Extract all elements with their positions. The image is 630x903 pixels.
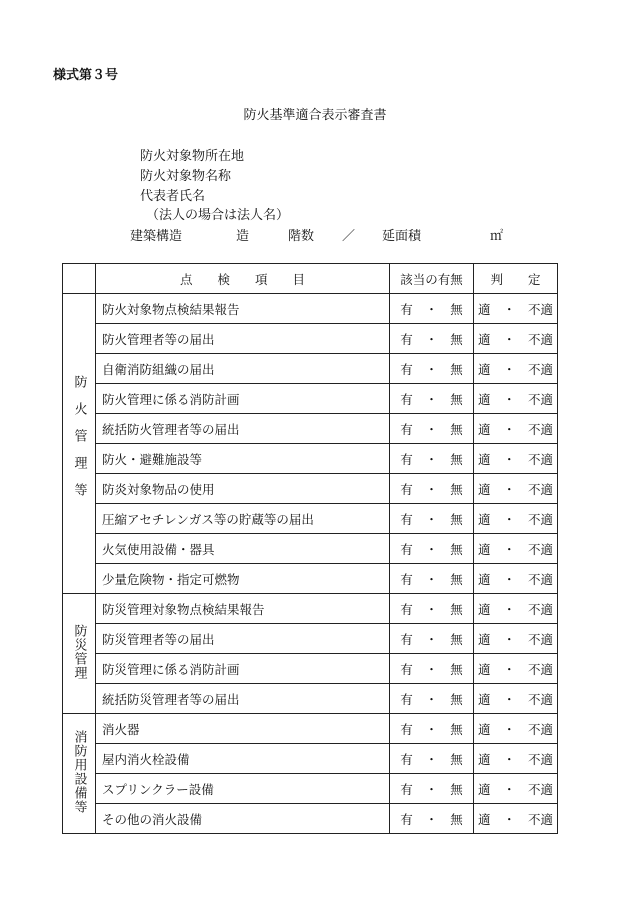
name-label: 防火対象物名称 <box>140 169 232 184</box>
table-row <box>63 654 558 684</box>
inspection-table <box>62 263 558 834</box>
table-row <box>63 534 558 564</box>
judge-cell: 適 ・ 不適 <box>474 654 558 684</box>
judge-cell: 適 ・ 不適 <box>474 474 558 504</box>
location-label: 防火対象物所在地 <box>140 149 245 164</box>
yn-cell: 有 ・ 無 <box>390 534 474 564</box>
table-header-row <box>63 264 558 294</box>
table-row <box>63 504 558 534</box>
judge-cell: 適 ・ 不適 <box>474 294 558 324</box>
form-number: 様式第３号 <box>53 68 119 83</box>
inspection-item: その他の消火設備 <box>96 804 390 834</box>
header-yn: 該当の有無 <box>390 264 474 294</box>
yn-cell: 有 ・ 無 <box>390 414 474 444</box>
header-judge: 判 定 <box>474 264 558 294</box>
inspection-item: 少量危険物・指定可燃物 <box>96 564 390 594</box>
slash-separator: ／ <box>342 229 356 244</box>
inspection-item: 防災管理に係る消防計画 <box>96 654 390 684</box>
yn-cell: 有 ・ 無 <box>390 594 474 624</box>
judge-cell: 適 ・ 不適 <box>474 324 558 354</box>
yn-cell: 有 ・ 無 <box>390 504 474 534</box>
yn-cell: 有 ・ 無 <box>390 684 474 714</box>
header-category <box>63 264 96 294</box>
table-row <box>63 414 558 444</box>
yn-cell: 有 ・ 無 <box>390 774 474 804</box>
category-cell <box>63 294 96 594</box>
inspection-item: 防火管理に係る消防計画 <box>96 384 390 414</box>
judge-cell: 適 ・ 不適 <box>474 744 558 774</box>
inspection-item: 防炎対象物品の使用 <box>96 474 390 504</box>
floors-label: 階数 <box>288 229 315 244</box>
table-row <box>63 684 558 714</box>
judge-cell: 適 ・ 不適 <box>474 444 558 474</box>
judge-cell: 適 ・ 不適 <box>474 414 558 444</box>
yn-cell: 有 ・ 無 <box>390 474 474 504</box>
judge-cell: 適 ・ 不適 <box>474 504 558 534</box>
yn-cell: 有 ・ 無 <box>390 354 474 384</box>
inspection-item: 火気使用設備・器具 <box>96 534 390 564</box>
judge-cell: 適 ・ 不適 <box>474 594 558 624</box>
yn-cell: 有 ・ 無 <box>390 444 474 474</box>
table-row <box>63 714 558 744</box>
table-row <box>63 774 558 804</box>
table-row <box>63 594 558 624</box>
structure-label: 建築構造 <box>130 229 183 244</box>
judge-cell: 適 ・ 不適 <box>474 804 558 834</box>
table-row <box>63 564 558 594</box>
inspection-item: 防災管理者等の届出 <box>96 624 390 654</box>
category-label: 防火管理等 <box>71 374 87 510</box>
inspection-item: 防火対象物点検結果報告 <box>96 294 390 324</box>
category-cell <box>63 594 96 714</box>
inspection-item: 防火・避難施設等 <box>96 444 390 474</box>
judge-cell: 適 ・ 不適 <box>474 774 558 804</box>
yn-cell: 有 ・ 無 <box>390 654 474 684</box>
table-row <box>63 624 558 654</box>
yn-cell: 有 ・ 無 <box>390 564 474 594</box>
yn-cell: 有 ・ 無 <box>390 324 474 354</box>
judge-cell: 適 ・ 不適 <box>474 354 558 384</box>
inspection-item: 統括防火管理者等の届出 <box>96 414 390 444</box>
judge-cell: 適 ・ 不適 <box>474 534 558 564</box>
yn-cell: 有 ・ 無 <box>390 714 474 744</box>
structure-zo-label: 造 <box>236 229 250 244</box>
inspection-item: 防災管理対象物点検結果報告 <box>96 594 390 624</box>
category-cell <box>63 714 96 834</box>
category-label: 防災管理 <box>71 624 87 680</box>
judge-cell: 適 ・ 不適 <box>474 624 558 654</box>
yn-cell: 有 ・ 無 <box>390 744 474 774</box>
judge-cell: 適 ・ 不適 <box>474 384 558 414</box>
table-row <box>63 354 558 384</box>
table-row <box>63 744 558 774</box>
table-row <box>63 324 558 354</box>
table-row <box>63 384 558 414</box>
inspection-item: 防火管理者等の届出 <box>96 324 390 354</box>
corporate-note: （法人の場合は法人名） <box>146 208 290 223</box>
category-label: 消防用設備等 <box>71 730 87 814</box>
yn-cell: 有 ・ 無 <box>390 624 474 654</box>
table-row <box>63 444 558 474</box>
representative-label: 代表者氏名 <box>140 189 206 204</box>
judge-cell: 適 ・ 不適 <box>474 714 558 744</box>
table-row <box>63 474 558 504</box>
area-unit: ㎡ <box>490 229 504 244</box>
inspection-item: 消火器 <box>96 714 390 744</box>
yn-cell: 有 ・ 無 <box>390 804 474 834</box>
inspection-item: 自衛消防組織の届出 <box>96 354 390 384</box>
table-row <box>63 294 558 324</box>
inspection-item: 統括防災管理者等の届出 <box>96 684 390 714</box>
inspection-item: 屋内消火栓設備 <box>96 744 390 774</box>
judge-cell: 適 ・ 不適 <box>474 564 558 594</box>
area-label: 延面積 <box>382 229 422 244</box>
page-title: 防火基準適合表示審査書 <box>243 108 387 123</box>
header-item: 点 検 項 目 <box>96 264 390 294</box>
yn-cell: 有 ・ 無 <box>390 384 474 414</box>
inspection-item: スプリンクラー設備 <box>96 774 390 804</box>
judge-cell: 適 ・ 不適 <box>474 684 558 714</box>
inspection-item: 圧縮アセチレンガス等の貯蔵等の届出 <box>96 504 390 534</box>
yn-cell: 有 ・ 無 <box>390 294 474 324</box>
table-row <box>63 804 558 834</box>
